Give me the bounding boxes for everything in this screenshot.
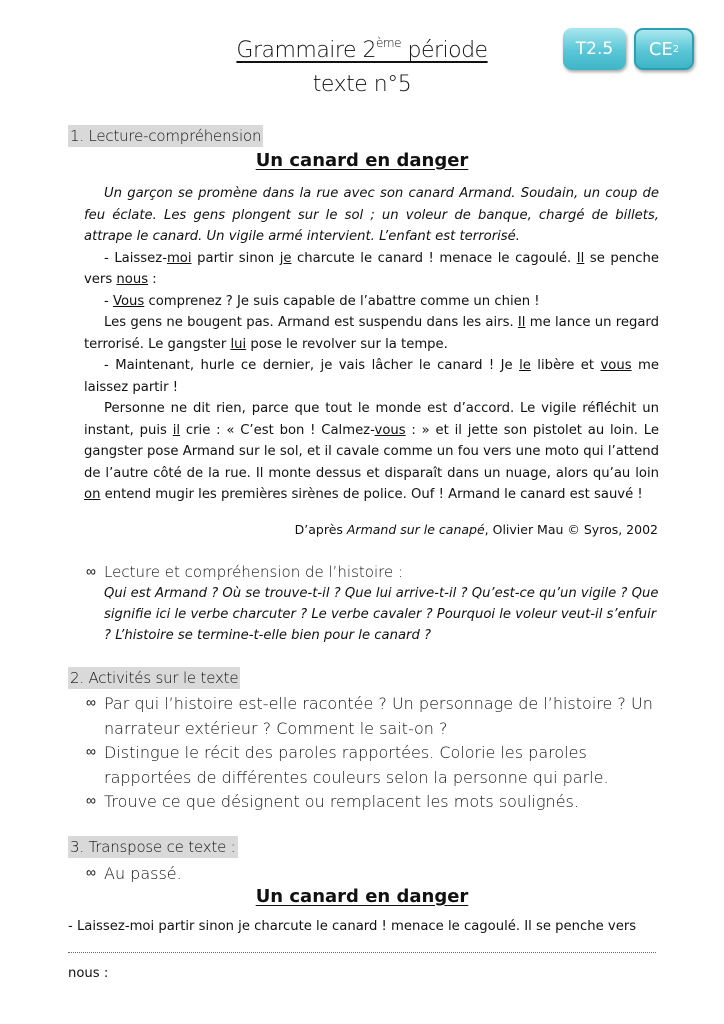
underlined-word: le [519, 358, 531, 373]
transpose-text: Au passé. [104, 864, 182, 883]
badge-ce2-main: CE [648, 38, 673, 60]
story-text [84, 183, 659, 506]
text-run: libère et [530, 358, 601, 373]
underlined-word: il [172, 422, 181, 438]
text-run: Personne ne dit rien, parce que tout le monde est d’accord. Le vigile réfléchit un instant, puis [84, 401, 659, 438]
text-run: charcute le canard ! menace le cagoulé. [291, 250, 577, 266]
underlined-word: lui [230, 336, 247, 352]
source-suffix: , Olivier Mau © Syros, 2002 [484, 522, 658, 537]
comprehension-label: Lecture et compréhension de l’histoire : [104, 563, 404, 581]
story-paragraph-3 [84, 291, 659, 313]
story-paragraph-1: Un garçon se promène dans la rue avec son canard Armand. Soudain, un coup de feu éclate. Les gens plongent sur le sol ; un voleur de banque, chargé de billets, attrape le canard. Un vigile armé intervient. L’enfant est terrorisé. [84, 186, 659, 244]
infinity-bullet-icon: ∞ [86, 695, 96, 711]
story-title-2: Un canard en danger [255, 886, 469, 907]
text-run: crie : « C’est bon ! Calmez- [180, 422, 375, 438]
text-run: comprenez ? Je suis capable de l’abattre comme un chien ! [144, 293, 540, 309]
title-superscript: ème [376, 36, 401, 50]
text-run: se penche vers [84, 250, 659, 287]
story-paragraph-6 [84, 398, 659, 506]
title-end: période [400, 38, 488, 64]
page-subtitle: texte n°5 [312, 72, 412, 97]
story-paragraph-2 [84, 248, 659, 291]
story-paragraph-5 [84, 355, 659, 398]
section-heading-2: 2. Activités sur le texte [70, 669, 239, 687]
text-run: - Laissez- [104, 250, 167, 266]
badge-ce2-sub: 2 [672, 43, 680, 55]
transpose-item [86, 861, 676, 886]
dotted-writing-line [68, 952, 656, 953]
activity-item [86, 691, 676, 741]
activity-text: Distingue le récit des paroles rapportées. Colorie les paroles rapportées de différentes couleurs selon la personne qui parle. [104, 743, 609, 787]
underlined-word: je [279, 250, 292, 266]
source-prefix: D’après [294, 522, 347, 537]
title-main: Grammaire 2 [236, 38, 377, 64]
section-heading-1: 1. Lecture-compréhension [70, 127, 262, 145]
text-run: - Maintenant, hurle ce dernier, je vais lâcher le canard ! Je [104, 358, 520, 373]
story-title: Un canard en danger [255, 150, 469, 171]
underlined-word: vous [600, 358, 632, 373]
underlined-word: Il [517, 315, 526, 330]
underlined-word: Vous [112, 293, 145, 309]
underlined-word: on [84, 487, 101, 502]
comprehension-bullet [86, 560, 403, 584]
text-run: partir sinon [191, 250, 280, 266]
source-citation [295, 522, 658, 537]
comprehension-questions: Qui est Armand ? Où se trouve-t-il ? Que lui arrive-t-il ? Qu’est-ce qu’un vigile ? Que signifie ici le verbe charcuter ? Le verbe cavaler ? Pourquoi le voleur veut-il s’enfuir ? L’histoire se termine-t-elle bien pour le canard ? [104, 586, 659, 643]
infinity-bullet-icon: ∞ [86, 793, 96, 809]
underlined-word: nous [116, 272, 149, 287]
text-run: : » et il jette son pistolet au loin. Le gangster pose Armand sur le sol, et il cavale comme un fou vers une moto qui l’attend de l’autre côté de la rue. Il monte dessus et disparaît dans un nuage, alors qu’au loin [84, 422, 659, 481]
activity-text: Trouve ce que désignent ou remplacent les mots soulignés. [104, 792, 579, 811]
story-paragraph-4 [84, 312, 659, 355]
section-heading-3: 3. Transpose ce texte : [70, 838, 236, 856]
text-run: - [104, 293, 113, 309]
text-run: Les gens ne bougent pas. Armand est suspendu dans les airs. [104, 315, 518, 330]
underlined-word: vous [374, 422, 406, 438]
transpose-line-end: nous : [68, 966, 109, 981]
infinity-bullet-icon: ∞ [86, 865, 96, 881]
underlined-word: moi [166, 250, 192, 266]
source-book-title: Armand sur le canapé [346, 522, 485, 537]
activity-text: Par qui l’histoire est-elle racontée ? Un personnage de l’histoire ? Un narrateur extérieur ? Comment le sait-on ? [104, 694, 653, 738]
underlined-word: Il [576, 250, 585, 266]
text-run: me lance un regard terrorisé. Le gangster [84, 315, 659, 352]
activity-item [86, 740, 676, 790]
badge-t25: T2.5 [563, 28, 626, 70]
badge-ce2 [634, 28, 694, 70]
activity-item [86, 789, 676, 814]
infinity-bullet-icon: ∞ [86, 564, 96, 580]
infinity-bullet-icon: ∞ [86, 744, 96, 760]
text-run: pose le revolver sur la tempe. [246, 336, 448, 352]
transpose-line: - Laissez-moi partir sinon je charcute le canard ! menace le cagoulé. Il se penche vers [68, 919, 637, 934]
text-run: entend mugir les premières sirènes de police. Ouf ! Armand le canard est sauvé ! [100, 487, 643, 502]
text-run: : [148, 272, 157, 287]
text-run: me laissez partir ! [84, 358, 659, 395]
